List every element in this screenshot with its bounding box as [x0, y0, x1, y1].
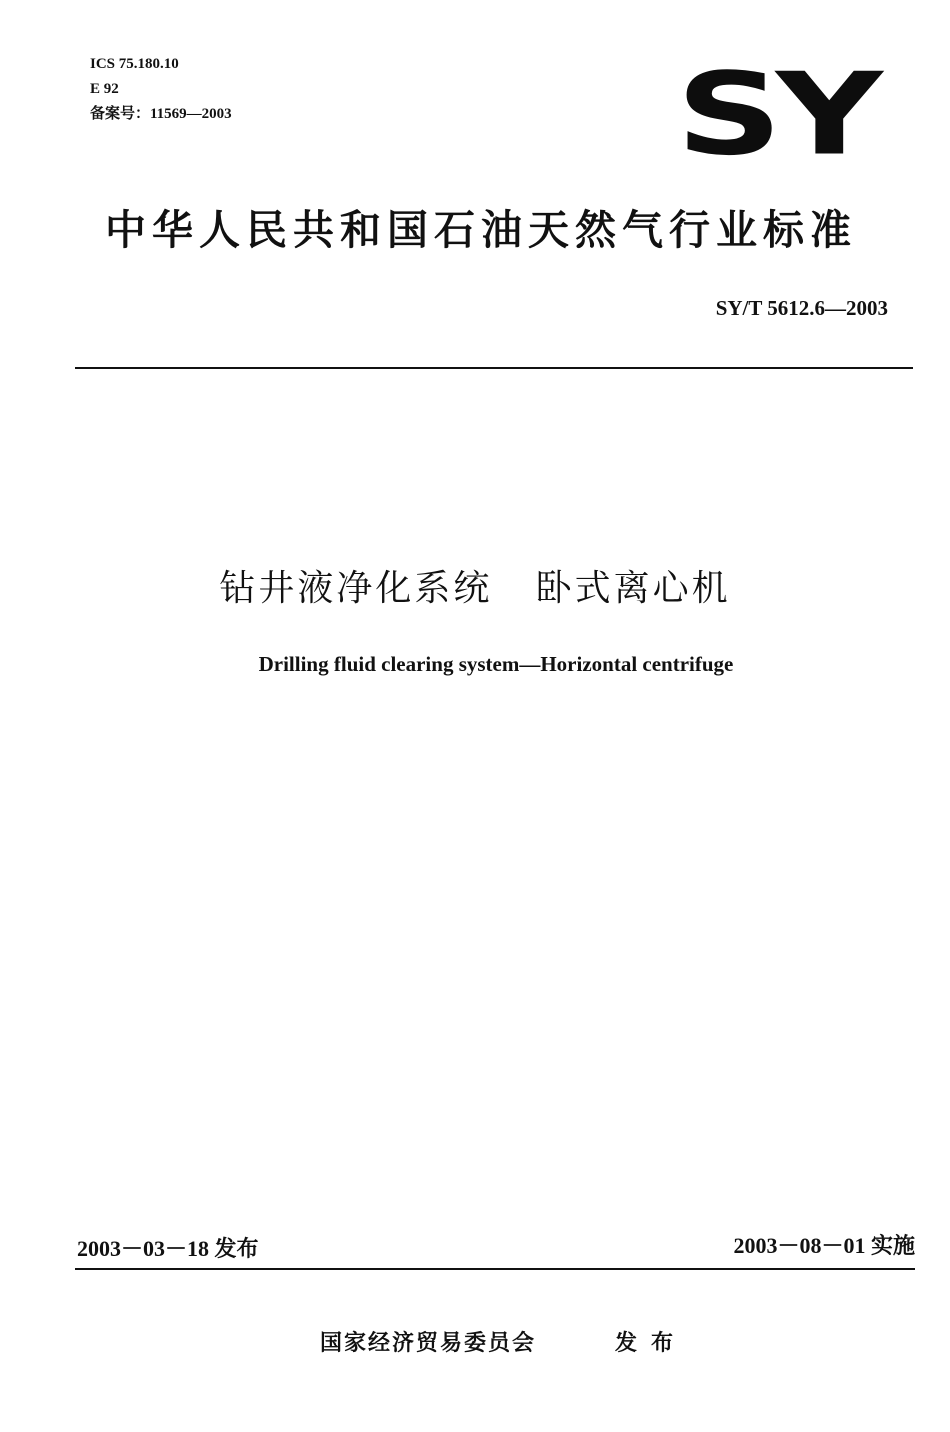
sy-logo: SY	[676, 48, 877, 181]
issue-date: 2003－03－18 发布	[77, 1236, 259, 1261]
publisher-action: 发布	[615, 1331, 688, 1356]
top-divider	[75, 367, 913, 369]
ccs-code: E 92	[90, 81, 119, 97]
standard-category-title: 中华人民共和国石油天然气行业标准	[105, 206, 857, 254]
publisher-name: 国家经济贸易委员会	[320, 1331, 537, 1356]
header-meta	[90, 52, 232, 127]
document-title-chinese: 钻井液净化系统 卧式离心机	[219, 568, 731, 609]
document-title-english: Drilling fluid clearing system—Horizontal centrifuge	[258, 652, 734, 676]
bottom-divider	[75, 1268, 915, 1270]
record-number: 备案号：11569—2003	[90, 106, 232, 122]
standard-number: SY/T 5612.6—2003	[715, 296, 888, 320]
effective-date: 2003－08－01 实施	[733, 1233, 915, 1258]
ics-code: ICS 75.180.10	[90, 56, 179, 72]
